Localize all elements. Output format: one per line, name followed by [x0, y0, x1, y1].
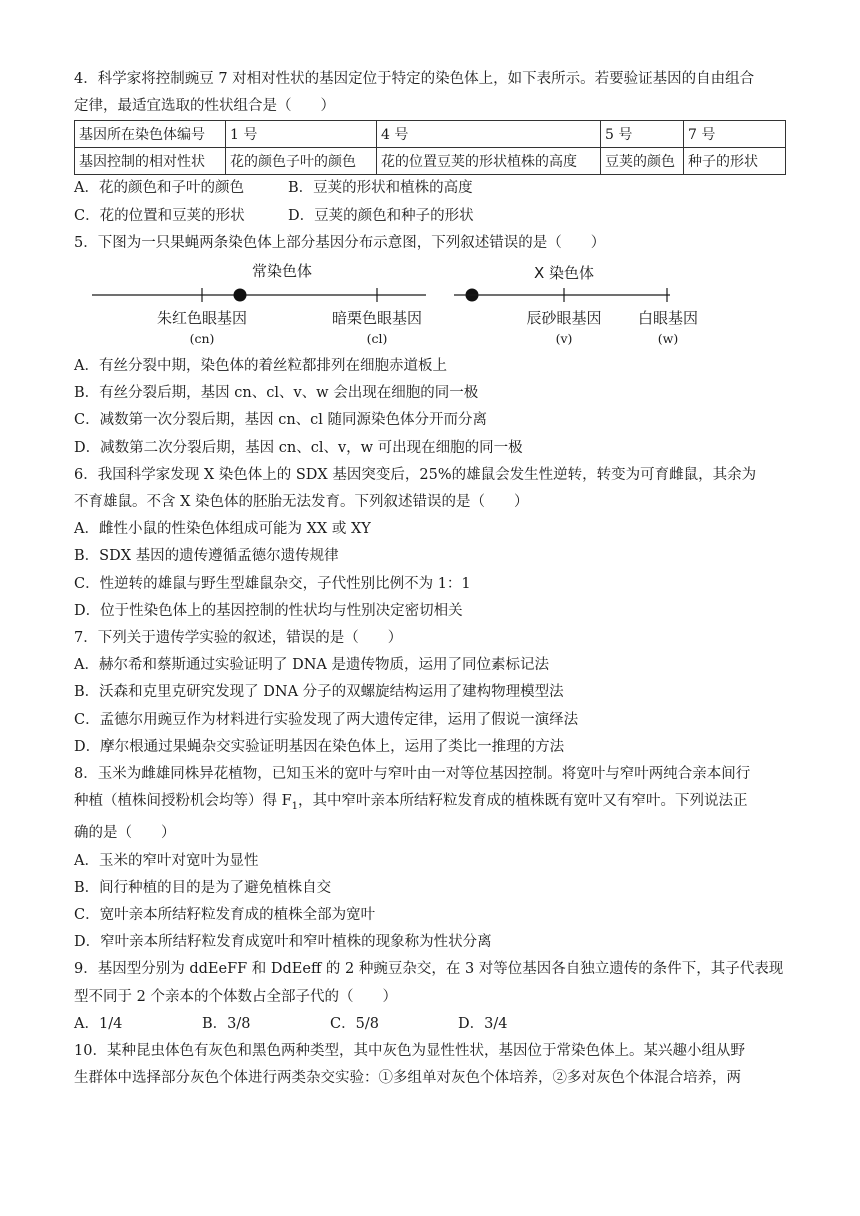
cn-gene-label: 朱红色眼基因: [156, 309, 248, 328]
q8-option-b[interactable]: B．间行种植的目的是为了避免植株自交: [74, 879, 332, 896]
q4-options-row2: [74, 203, 786, 230]
w-gene-label: 白眼基因: [637, 309, 699, 328]
q6-option-a[interactable]: A．雌性小鼠的性染色体组成可能为 XX 或 XY: [74, 521, 371, 538]
table-cell: 4 号: [377, 121, 601, 148]
table-cell: 花的颜色子叶的颜色: [226, 148, 377, 175]
table-cell: 豆荚的颜色: [601, 148, 684, 175]
q9-option-a[interactable]: A．1/4: [74, 1015, 123, 1032]
table-cell: 7 号: [684, 121, 786, 148]
cn-gene-symbol: (cn): [189, 331, 215, 347]
table-cell: 花的位置豆荚的形状植株的高度: [377, 148, 601, 175]
q4-options-row1: [74, 175, 786, 202]
q10-stem-line2: 生群体中选择部分灰色个体进行两类杂交实验：①多组单对灰色个体培养，②多对灰色个体混合培养，两: [74, 1070, 741, 1087]
q4-stem-line1: 4．科学家将控制豌豆 7 对相对性状的基因定位于特定的染色体上，如下表所示。若要验证基因的自由组合: [74, 71, 755, 87]
q8-option-c[interactable]: C．宽叶亲本所结籽粒发育成的植株全部为宽叶: [74, 906, 376, 923]
table-cell: 基因所在染色体编号: [75, 121, 226, 148]
q6-option-c[interactable]: C．性逆转的雄鼠与野生型雄鼠杂交，子代性别比例不为 1：1: [74, 575, 471, 592]
q4-option-c[interactable]: C．花的位置和豆荚的形状: [74, 207, 245, 224]
x-chromosome-label: X 染色体: [533, 264, 595, 283]
exam-page: [74, 66, 786, 1092]
q8-option-d[interactable]: D．窄叶亲本所结籽粒发育成宽叶和窄叶植株的现象称为性状分离: [74, 934, 492, 951]
q8-subscript: 1: [291, 801, 299, 813]
q9-option-c[interactable]: C．5/8: [330, 1015, 379, 1032]
q7-option-c[interactable]: C．孟德尔用豌豆作为材料进行实验发现了两大遗传定律，运用了假说一演绎法: [74, 711, 579, 728]
q9-stem-line1: 9．基因型分别为 ddEeFF 和 DdEeff 的 2 种豌豆杂交，在 3 对等位基因各自独立遗传的条件下，其子代表现: [74, 961, 784, 978]
chromosome-diagram: [74, 257, 786, 353]
gene-table: [74, 120, 786, 175]
q4-option-d[interactable]: D．豆荚的颜色和种子的形状: [288, 207, 474, 224]
w-gene-symbol: (w): [657, 331, 679, 347]
q9-stem-line2: 型不同于 2 个亲本的个体数占全部子代的（ ）: [74, 988, 397, 1005]
q10-stem-line1: 10．某种昆虫体色有灰色和黑色两种类型，其中灰色为显性性状，基因位于常染色体上。某兴趣小组从野: [74, 1042, 745, 1059]
v-gene-symbol: (v): [555, 331, 573, 347]
q5-stem: 5．下图为一只果蝇两条染色体上部分基因分布示意图，下列叙述错误的是（ ）: [74, 234, 606, 251]
table-cell: 基因控制的相对性状: [75, 148, 226, 175]
q7-option-a[interactable]: A．赫尔希和蔡斯通过实验证明了 DNA 是遗传物质，运用了同位素标记法: [74, 657, 549, 674]
q6-stem-line2: 不育雄鼠。不含 X 染色体的胚胎无法发育。下列叙述错误的是（ ）: [74, 494, 529, 511]
autosome-label: 常染色体: [251, 262, 313, 281]
q6-stem-line1: 6．我国科学家发现 X 染色体上的 SDX 基因突变后，25%的雄鼠会发生性逆转，转变为可育雌鼠，其余为: [74, 466, 757, 483]
chromosome-figure: [74, 257, 786, 353]
q5-option-d[interactable]: D．减数第二次分裂后期，基因 cn、cl、v，w 可出现在细胞的同一极: [74, 439, 523, 456]
q8-option-a[interactable]: A．玉米的窄叶对宽叶为显性: [74, 852, 259, 869]
q9-option-b[interactable]: B．3/8: [202, 1015, 251, 1032]
table-row: [75, 148, 786, 175]
q8-stem-line2: [74, 788, 786, 820]
q9-options: [74, 1011, 786, 1038]
q8-stem-line1: 8．玉米为雌雄同株异花植物，已知玉米的宽叶与窄叶由一对等位基因控制。将宽叶与窄叶两纯合亲本间行: [74, 766, 751, 783]
q4-option-a[interactable]: A．花的颜色和子叶的颜色: [74, 180, 244, 197]
autosome-centromere: [234, 289, 247, 302]
q9-option-d[interactable]: D．3/4: [458, 1015, 508, 1032]
q4-stem-line2: 定律，最适宜选取的性状组合是（ ）: [74, 98, 335, 115]
q5-option-c[interactable]: C．减数第一次分裂后期，基因 cn、cl 随同源染色体分开而分离: [74, 412, 488, 429]
q6-option-b[interactable]: B．SDX 基因的遗传遵循孟德尔遗传规律: [74, 548, 339, 565]
table-cell: 1 号: [226, 121, 377, 148]
q7-stem: 7．下列关于遗传学实验的叙述，错误的是（ ）: [74, 630, 403, 647]
q7-option-b[interactable]: B．沃森和克里克研究发现了 DNA 分子的双螺旋结构运用了建构物理模型法: [74, 684, 564, 701]
q7-option-d[interactable]: D．摩尔根通过果蝇杂交实验证明基因在染色体上，运用了类比一推理的方法: [74, 738, 565, 755]
cl-gene-label: 暗栗色眼基因: [331, 309, 423, 328]
q8-stem-line3: 确的是（ ）: [74, 825, 176, 842]
q5-option-b[interactable]: B．有丝分裂后期，基因 cn、cl、v、w 会出现在细胞的同一极: [74, 385, 479, 402]
cl-gene-symbol: (cl): [366, 331, 388, 347]
v-gene-label: 辰砂眼基因: [526, 309, 602, 328]
q8-stem-line2-part1: 种植（植株间授粉机会均等）得 F: [74, 793, 292, 810]
q6-option-d[interactable]: D．位于性染色体上的基因控制的性状均与性别决定密切相关: [74, 602, 463, 619]
q8-stem-line2-part2: ，其中窄叶亲本所结籽粒发育成的植株既有宽叶又有窄叶。下列说法正: [298, 793, 748, 810]
table-cell: 种子的形状: [684, 148, 786, 175]
table-row: [75, 121, 786, 148]
q4-option-b[interactable]: B．豆荚的形状和植株的高度: [288, 180, 473, 197]
q5-option-a[interactable]: A．有丝分裂中期，染色体的着丝粒都排列在细胞赤道板上: [74, 358, 447, 375]
table-cell: 5 号: [601, 121, 684, 148]
